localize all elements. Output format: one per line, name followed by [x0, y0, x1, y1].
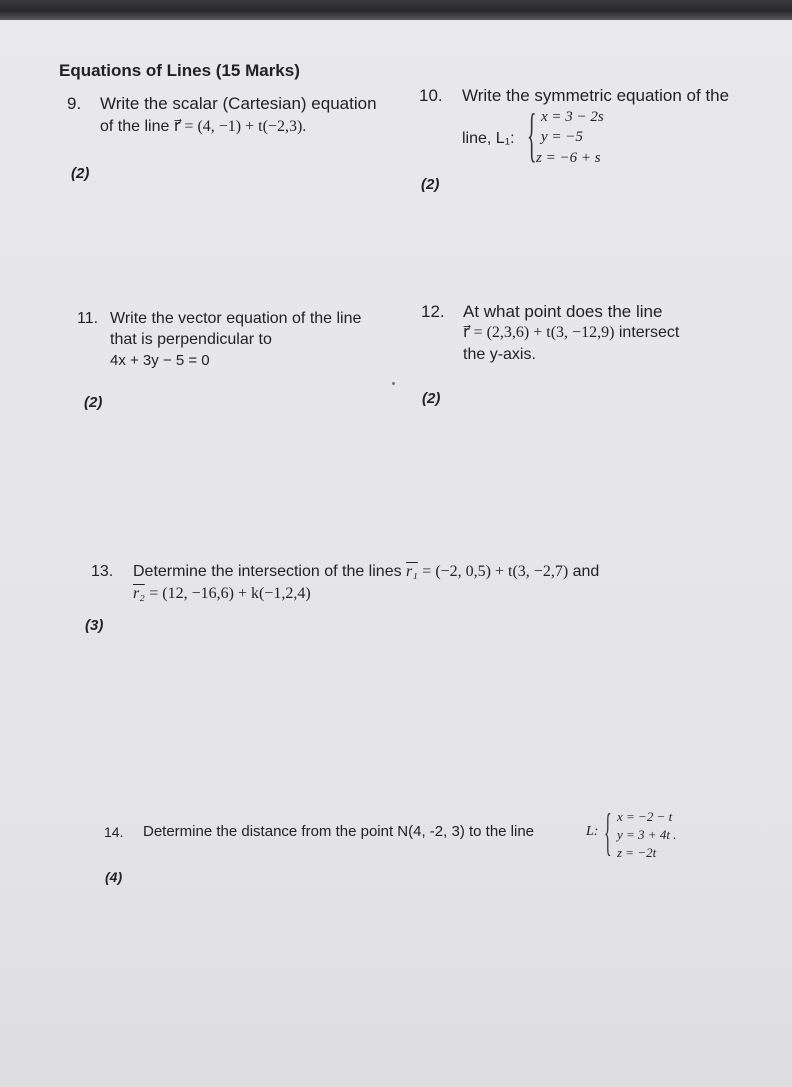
q12-line3: the y-axis.	[463, 346, 536, 363]
q13-line1-text: Determine the intersection of the lines	[133, 563, 402, 580]
photo-top-edge	[0, 0, 792, 20]
q13-and: and	[572, 563, 600, 580]
q13-number: 13.	[91, 563, 114, 580]
q12-line2-text: intersect	[618, 324, 680, 341]
q11-line2: that is perpendicular to	[110, 331, 272, 348]
q14-eq3: z = −2t	[617, 845, 657, 860]
q12-marks: (2)	[422, 390, 441, 407]
q13-marks: (3)	[85, 617, 104, 634]
q14-system-brace: {	[604, 802, 612, 861]
q9-line2-math: r⃗ = (4, −1) + t(−2,3).	[173, 118, 307, 135]
q13-r1-eq: = (−2, 0,5) + t(3, −2,7)	[422, 563, 569, 580]
q9-line2-text: of the line	[100, 118, 170, 135]
q10-eq2: y = −5	[541, 129, 583, 145]
q14-eq2: y = 3 + 4t .	[617, 827, 677, 842]
q10-eq1: x = 3 − 2s	[541, 109, 604, 125]
q10-number: 10.	[419, 86, 443, 105]
q9-line2	[100, 117, 306, 137]
q13-line2	[133, 584, 311, 604]
paper-speck	[392, 382, 395, 385]
q10-line1: Write the symmetric equation of the	[462, 86, 730, 105]
q10-system-brace: {	[527, 101, 537, 169]
q9-line1: Write the scalar (Cartesian) equation	[100, 94, 377, 113]
q13-r2-eq: = (12, −16,6) + k(−1,2,4)	[149, 585, 311, 602]
q12-line2-math: r⃗ = (2,3,6) + t(3, −12,9)	[463, 324, 615, 341]
q9-number: 9.	[67, 94, 82, 113]
q11-line3: 4x + 3y − 5 = 0	[110, 352, 210, 369]
q11-number: 11.	[77, 310, 99, 327]
q14-eq1: x = −2 − t	[617, 809, 673, 824]
section-title: Equations of Lines (15 Marks)	[59, 61, 300, 80]
q11-line1: Write the vector equation of the line	[110, 310, 362, 327]
q12-line2	[463, 323, 679, 343]
q10-prefix: line, L₁:	[462, 130, 515, 147]
q9-marks: (2)	[71, 165, 90, 182]
q11-marks: (2)	[84, 394, 103, 411]
q12-line1: At what point does the line	[463, 302, 663, 321]
q13-line1	[133, 562, 599, 582]
q12-number: 12.	[421, 302, 445, 321]
q14-number: 14.	[104, 824, 124, 840]
q10-marks: (2)	[421, 176, 440, 193]
q14-marks: (4)	[105, 869, 123, 885]
q14-text: Determine the distance from the point N(4, -2, 3) to the line	[143, 823, 535, 840]
q13-r1-label: r₁	[406, 563, 418, 580]
q13-r2-label: r₂	[133, 585, 145, 602]
q10-eq3: z = −6 + s	[536, 150, 601, 166]
q14-prefix: L:	[586, 824, 599, 839]
